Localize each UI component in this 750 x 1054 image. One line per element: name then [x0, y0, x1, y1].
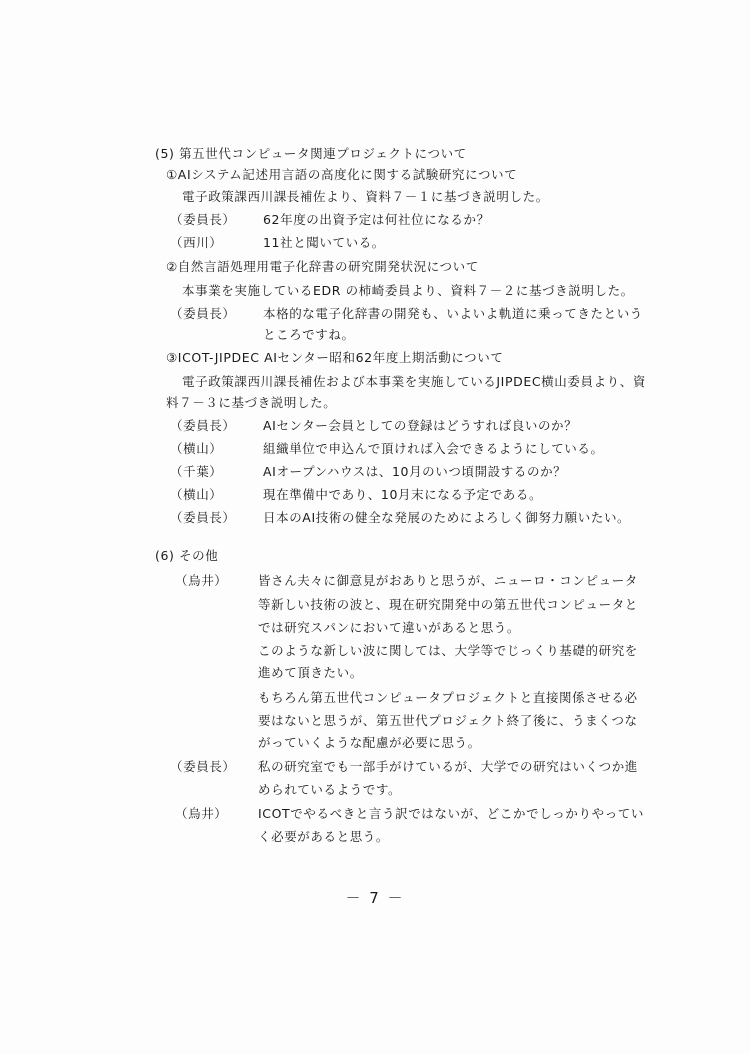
page-number: － 7 － [345, 889, 405, 907]
remark-line: がっていくような配慮が必要に思う。 [258, 735, 481, 750]
section-5-heading: (5) 第五世代コンピュータ関連プロジェクトについて [155, 146, 467, 161]
item-3-title: ③ICOT-JIPDEC AIセンター昭和62年度上期活動について [166, 350, 504, 365]
speaker-label: （烏井） [175, 573, 228, 588]
remark-line: このような新しい波に関しては、大学等でじっくり基礎的研究を [258, 643, 638, 658]
speaker-label: （横山） [170, 441, 223, 456]
item-1-intro: 電子政策課西川課長補佐より、資料７－１に基づき説明した。 [182, 189, 549, 204]
remark-line: 皆さん夫々に御意見がおありと思うが、ニューロ・コンピュータ [258, 573, 638, 588]
item-3-intro-line: 電子政策課西川課長補佐および本事業を実施しているJIPDEC横山委員より、資 [182, 374, 646, 389]
item-2-intro: 本事業を実施しているEDR の柿崎委員より、資料７－２に基づき説明した。 [182, 283, 634, 298]
remark-line: AIオープンハウスは、10月のいつ頃開設するのか？ [263, 464, 567, 479]
remark-line: 進めて頂きたい。 [258, 665, 363, 680]
remark-line: 私の研究室でも一部手がけているが、大学での研究はいくつか進 [258, 759, 638, 774]
remark-line: 等新しい技術の波と、現在研究開発中の第五世代コンピュータと [258, 597, 638, 612]
remark-line: もちろん第五世代コンピュータプロジェクトと直接関係させる必 [258, 690, 638, 705]
speaker-label: （横山） [170, 487, 223, 502]
item-2-title: ②自然言語処理用電子化辞書の研究開発状況について [166, 259, 479, 274]
speaker-label: （委員長） [170, 759, 236, 774]
remark-line: く必要があると思う。 [258, 829, 390, 844]
item-1-title: ①AIシステム記述用言語の高度化に関する試験研究について [166, 167, 518, 182]
remark-line: 62年度の出資予定は何社位になるか？ [263, 212, 490, 227]
speaker-label: （委員長） [170, 510, 236, 525]
remark-line: められているようです。 [258, 782, 402, 797]
remark-line: 11社と聞いている。 [263, 235, 385, 250]
remark-line: ところですね。 [263, 327, 355, 342]
item-3-intro-line: 料７－３に基づき説明した。 [166, 395, 337, 410]
remark-line: では研究スパンにおいて違いがあると思う。 [258, 620, 521, 635]
remark-line: 日本のAI技術の健全な発展のためによろしく御努力願いたい。 [263, 510, 631, 525]
remark-line: 現在準備中であり、10月末になる予定である。 [263, 487, 543, 502]
remark-line: AIセンター会員としての登録はどうすれば良いのか？ [263, 418, 578, 433]
speaker-label: （千葉） [170, 464, 223, 479]
speaker-label: （委員長） [170, 418, 236, 433]
remark-line: ICOTでやるべきと言う訳ではないが、どこかでしっかりやってい [258, 806, 644, 821]
speaker-label: （委員長） [170, 212, 236, 227]
remark-line: 組織単位で申込んで頂ければ入会できるようにしている。 [263, 441, 604, 456]
speaker-label: （烏井） [175, 806, 228, 821]
speaker-label: （委員長） [170, 306, 236, 321]
section-6-heading: (6) その他 [155, 548, 219, 563]
remark-line: 要はないと思うが、第五世代プロジェクト終了後に、うまくつな [258, 713, 638, 728]
remark-line: 本格的な電子化辞書の開発も、いよいよ軌道に乗ってきたという [263, 306, 643, 321]
speaker-label: （西川） [170, 235, 223, 250]
